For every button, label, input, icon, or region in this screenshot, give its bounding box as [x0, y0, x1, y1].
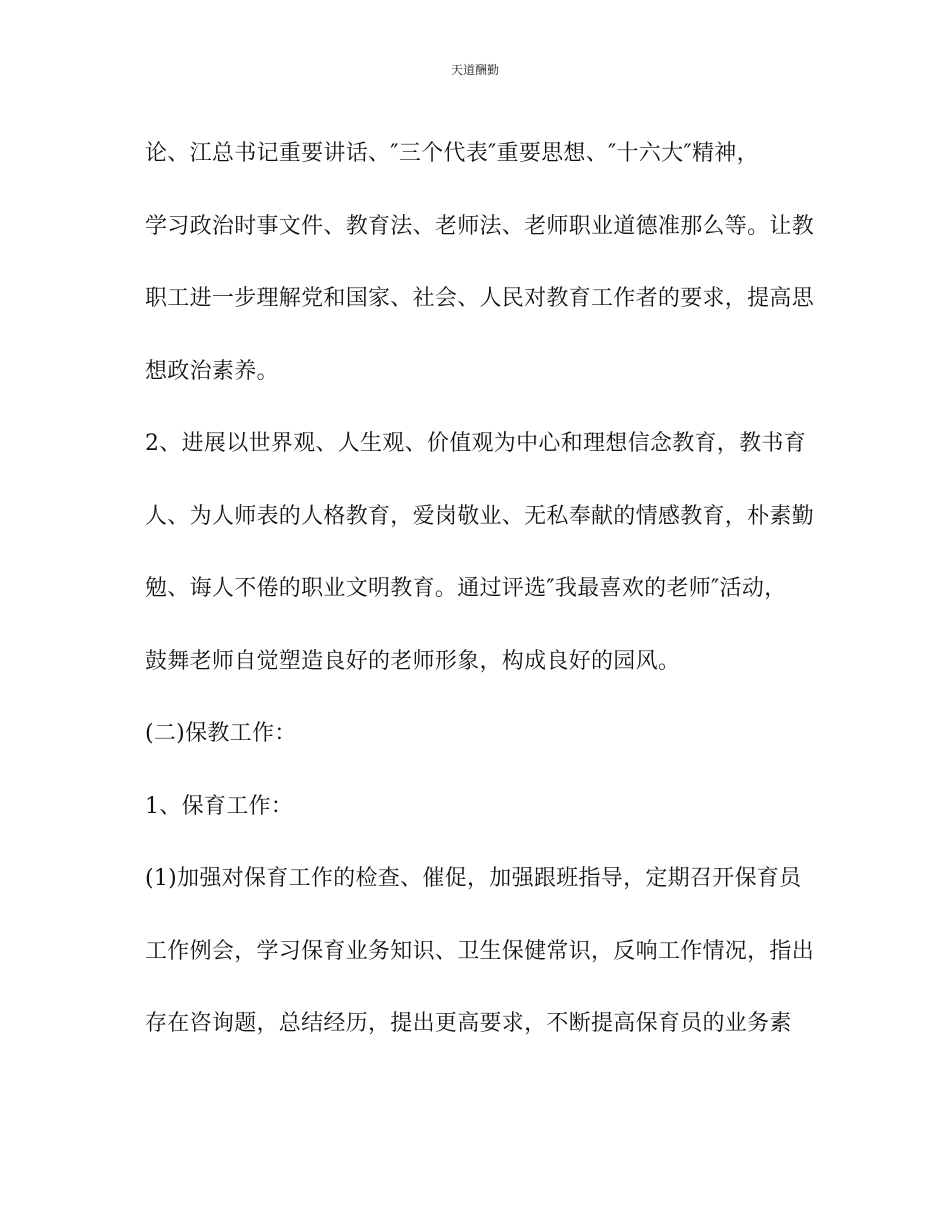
paragraph-line: (1)加强对保育工作的检查、催促，加强跟班指导，定期召开保育员	[145, 866, 802, 891]
paragraph-line: 人、为人师表的人格教育，爱岗敬业、无私奉献的情感教育，朴素勤	[145, 503, 815, 529]
paragraph-line: 论、江总书记重要讲话、″三个代表″重要思想、″十六大″精神，	[145, 141, 759, 166]
paragraph-line: 勉、诲人不倦的职业文明教育。通过评选″我最喜欢的老师″活动，	[145, 576, 787, 601]
paragraph-line: 2、进展以世界观、人生观、价值观为中心和理想信念教育，教书育	[145, 431, 806, 456]
document-body	[145, 134, 815, 1077]
paragraph-line: 1、保育工作：	[145, 793, 294, 819]
paragraph-line: 存在咨询题，总结经历，提出更高要求，不断提高保育员的业务素	[145, 1011, 792, 1036]
paragraph-line: 职工进一步理解党和国家、社会、人民对教育工作者的要求，提高思	[145, 286, 815, 311]
paragraph-line: 鼓舞老师自觉塑造良好的老师形象，构成良好的园风。	[145, 648, 681, 674]
page-header: 天道酬勤	[450, 63, 499, 77]
paragraph-line: 想政治素养。	[145, 358, 279, 384]
paragraph-line: 工作例会，学习保育业务知识、卫生保健常识，反响工作情况，指出	[145, 938, 815, 964]
paragraph-line: (二)保教工作：	[145, 721, 297, 746]
paragraph-line: 学习政治时事文件、教育法、老师法、老师职业道德准那么等。让教	[145, 213, 815, 239]
